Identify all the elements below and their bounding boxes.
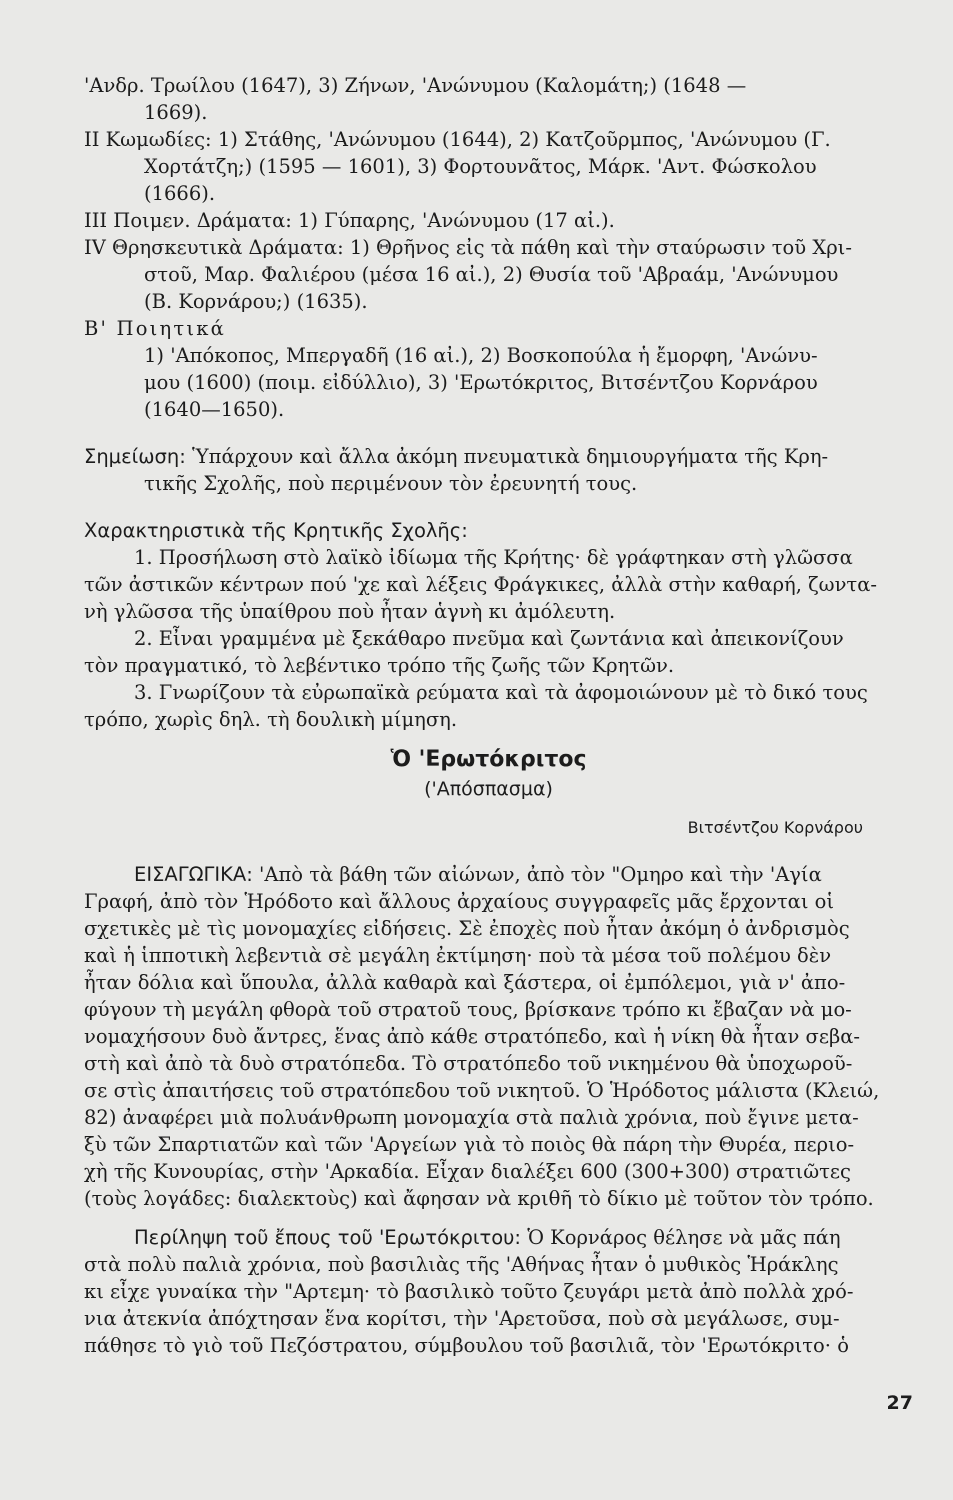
poetic-heading: Β' Ποιητικά [84, 317, 226, 340]
characteristics-line: νὴ γλῶσσα τῆς ὑπαίθρου ποὺ ἦταν ἁγνὴ κι ἀμόλευτη. [84, 600, 616, 623]
list-line: Χορτάτζη;) (1595 — 1601), 3) Φορτουνᾶτος, Μάρκ. 'Αντ. Φώσκολου [144, 155, 817, 178]
summary-line: νια ἀτεκνία ἀπόχτησαν ἕνα κορίτσι, τὴν 'Αρετοῦσα, ποὺ σὰ μεγάλωσε, συμ- [84, 1307, 840, 1330]
list-line: 'Ανδρ. Τρωίλου (1647), 3) Ζήνων, 'Ανώνυμου (Καλομάτη;) (1648 — [84, 74, 747, 97]
intro-line: 'Απὸ τὰ βάθη τῶν αἰώνων, ἀπὸ τὸν "Ομηρο καὶ τὴν 'Αγία [252, 863, 822, 886]
list-line: (1666). [144, 182, 216, 205]
poetic-line: μου (1600) (ποιμ. εἰδύλλιο), 3) 'Ερωτόκριτος, Βιτσέντζου Κορνάρου [144, 371, 818, 394]
intro-line: σε στὶς ἀπαιτήσεις τοῦ στρατόπεδου τοῦ νικητοῦ. Ὁ Ἡρόδοτος μάλιστα (Κλειώ, [84, 1079, 880, 1102]
characteristics-line: 2. Εἶναι γραμμένα μὲ ξεκάθαρο πνεῦμα καὶ ζωντάνια καὶ ἀπεικονίζουν [134, 627, 844, 650]
note-label: Σημείωση: [84, 445, 186, 468]
list-line: 1669). [144, 101, 208, 124]
list-line: II Κωμωδίες: 1) Στάθης, 'Ανώνυμου (1644), 2) Κατζοῦρμπος, 'Ανώνυμου (Γ. [84, 128, 831, 151]
poem-author: Βιτσέντζου Κορνάρου [687, 818, 863, 837]
intro-line: καὶ ἡ ἱπποτικὴ λεβεντιὰ σὲ μεγάλη ἐκτίμηση· ποὺ τὰ μέσα τοῦ πολέμου δὲν [84, 944, 832, 967]
note-text: Ὑπάρχουν καὶ ἄλλα ἀκόμη πνευματικὰ δημιουργήματα τῆς Κρη- [185, 445, 829, 468]
intro-section [84, 861, 893, 1212]
summary-section [84, 1224, 893, 1359]
list-line: (Β. Κορνάρου;) (1635). [144, 290, 368, 313]
characteristics-heading: Χαρακτηριστικὰ τῆς Κρητικῆς Σχολῆς: [84, 519, 468, 542]
intro-line: νομαχήσουν δυὸ ἄντρες, ἕνας ἀπὸ κάθε στρατόπεδο, καὶ ἡ νίκη θὰ ἦταν σεβα- [84, 1025, 860, 1048]
intro-label: ΕΙΣΑΓΩΓΙΚΑ: [134, 863, 253, 886]
intro-line: φύγουν τὴ μεγάλη φθορὰ τοῦ στρατοῦ τους, βρίσκανε τρόπο κι ἔβαζαν νὰ μο- [84, 998, 852, 1021]
summary-line: πάθησε τὸ γιὸ τοῦ Πεζόστρατου, σύμβουλου τοῦ βασιλιᾶ, τὸν 'Ερωτόκριτο· ὁ [84, 1334, 849, 1357]
summary-line: κι εἶχε γυναίκα τὴν "Αρτεμη· τὸ βασιλικὸ τοῦτο ζευγάρι μετὰ ἀπὸ πολλὰ χρό- [84, 1280, 854, 1303]
list-line: στοῦ, Μαρ. Φαλιέρου (μέσα 16 αἰ.), 2) Θυσία τοῦ 'Αβραάμ, 'Ανώνυμου [144, 263, 839, 286]
note-text: τικῆς Σχολῆς, ποὺ περιμένουν τὸν ἐρευνητή τους. [144, 472, 638, 495]
characteristics-line: τρόπο, χωρὶς δηλ. τὴ δουλικὴ μίμηση. [84, 708, 458, 731]
erotokritos-header [84, 745, 893, 841]
page-number: 27 [886, 1392, 913, 1414]
summary-line: Ὁ Κορνάρος θέλησε νὰ μᾶς πάη [521, 1226, 841, 1249]
characteristics-line: τὸν πραγματικό, τὸ λεβέντικο τρόπο τῆς ζωῆς τῶν Κρητῶν. [84, 654, 675, 677]
works-list [84, 72, 893, 315]
note-section [84, 443, 893, 497]
intro-line: ξὺ τῶν Σπαρτιατῶν καὶ τῶν 'Αργείων γιὰ τὸ ποιὸς θὰ πάρη τὴν Θυρέα, περιο- [84, 1133, 855, 1156]
poetic-line: (1640—1650). [144, 398, 285, 421]
poetic-section [84, 315, 893, 423]
poem-title: Ὁ 'Ερωτόκριτος [390, 747, 587, 772]
list-line: III Ποιμεν. Δράματα: 1) Γύπαρης, 'Ανώνυμου (17 αἰ.). [84, 209, 615, 232]
intro-line: ἦταν δόλια καὶ ὕπουλα, ἀλλὰ καθαρὰ καὶ ξάστερα, οἱ ἐμπόλεμοι, γιὰ ν' ἀπο- [84, 971, 846, 994]
characteristics-line: τῶν ἀστικῶν κέντρων πού 'χε καὶ λέξεις Φράγκικες, ἀλλὰ στὴν καθαρή, ζωντα- [84, 573, 877, 596]
characteristics-section [84, 517, 893, 733]
characteristics-line: 3. Γνωρίζουν τὰ εὐρωπαϊκὰ ρεύματα καὶ τὰ ἀφομοιώνουν μὲ τὸ δικό τους [134, 681, 868, 704]
intro-line: (τοὺς λογάδες: διαλεκτοὺς) καὶ ἄφησαν νὰ κριθῆ τὸ δίκιο μὲ τοῦτον τὸν τρόπο. [84, 1187, 874, 1210]
intro-line: 82) ἀναφέρει μιὰ πολυάνθρωπη μονομαχία στὰ παλιὰ χρόνια, ποὺ ἔγινε μετα- [84, 1106, 859, 1129]
intro-line: σχετικὲς μὲ τὶς μονομαχίες εἰδήσεις. Σὲ ἐποχὲς ποὺ ἦταν ἀκόμη ὁ ἀνδρισμὸς [84, 917, 850, 940]
intro-line: στὴ καὶ ἀπὸ τὰ δυὸ στρατόπεδα. Τὸ στρατόπεδο τοῦ νικημένου θὰ ὑποχωροῦ- [84, 1052, 853, 1075]
poem-subtitle: ('Απόσπασμα) [424, 778, 553, 800]
characteristics-line: 1. Προσήλωση στὸ λαϊκὸ ἰδίωμα τῆς Κρήτης· δὲ γράφτηκαν στὴ γλῶσσα [134, 546, 853, 569]
list-line: IV Θρησκευτικὰ Δράματα: 1) Θρῆνος εἰς τὰ πάθη καὶ τὴν σταύρωσιν τοῦ Χρι- [84, 236, 852, 259]
intro-line: χὴ τῆς Κυνουρίας, στὴν 'Αρκαδία. Εἶχαν διαλέξει 600 (300+300) στρατιῶτες [84, 1160, 851, 1183]
intro-line: Γραφή, ἀπὸ τὸν Ἡρόδοτο καὶ ἄλλους ἀρχαίους συγγραφεῖς μᾶς ἔρχονται οἱ [84, 890, 835, 913]
summary-line: στὰ πολὺ παλιὰ χρόνια, ποὺ βασιλιὰς τῆς 'Αθήνας ἦταν ὁ μυθικὸς Ἡράκλης [84, 1253, 839, 1276]
poetic-line: 1) 'Απόκοπος, Μπεργαδῆ (16 αἰ.), 2) Βοσκοπούλα ἡ ἔμορφη, 'Ανώνυ- [144, 344, 818, 367]
summary-label: Περίληψη τοῦ ἔπους τοῦ 'Ερωτόκριτου: [134, 1226, 521, 1249]
